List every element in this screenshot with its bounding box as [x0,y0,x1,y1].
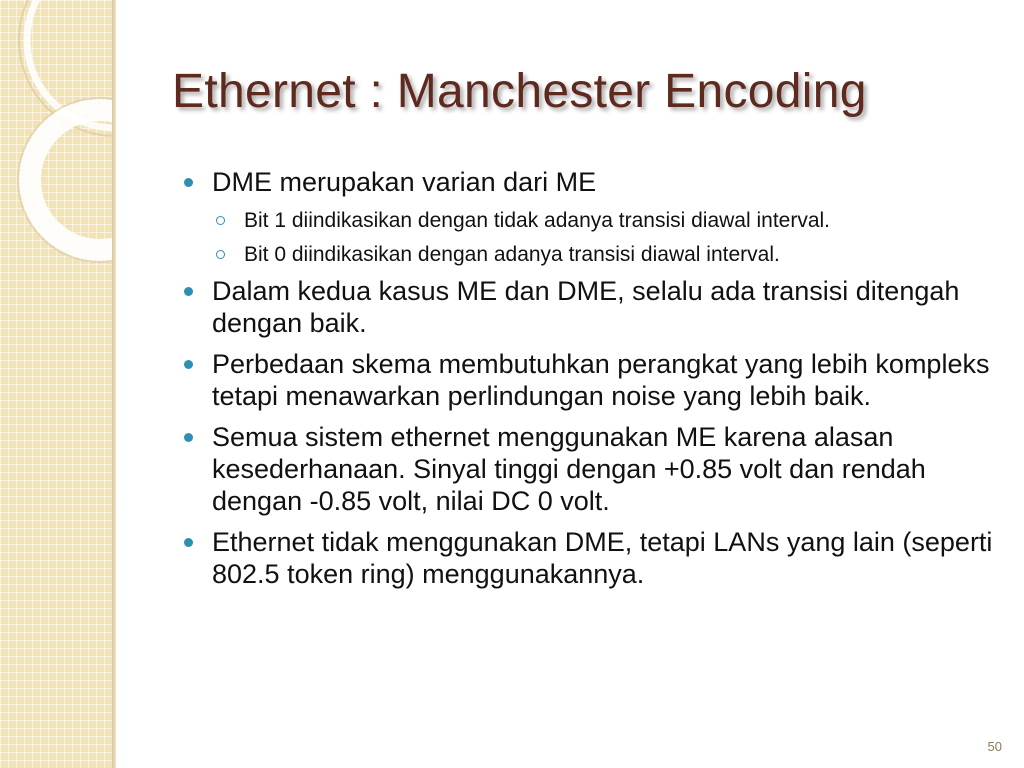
page-number: 50 [987,739,1002,754]
side-panel-edge [112,0,116,768]
bullet-text: Dalam kedua kasus ME dan DME, selalu ada transisi ditengah dengan baik. [212,276,960,338]
sub-bullet-text: Bit 0 diindikasikan dengan adanya transisi diawal interval. [244,243,780,266]
bullet-text: Semua sistem ethernet menggunakan ME karena alasan kesederhanaan. Sinyal tinggi dengan +0.85 volt dan rendah dengan -0.85 volt, nilai DC 0 volt. [212,422,926,516]
bullet-marker [184,287,193,296]
sub-bullet-item [208,207,998,234]
sub-bullet-marker [216,216,225,225]
slide-title: Ethernet : Manchester Encoding [172,65,867,118]
bullet-item [178,275,998,339]
bullet-marker [184,360,193,369]
decorative-side-panel [0,0,112,768]
bullet-item [178,421,998,517]
bullet-marker [184,433,193,442]
bullet-list [178,166,998,599]
decorative-circles [0,0,112,768]
bullet-marker [184,178,193,187]
bullet-text: Ethernet tidak menggunakan DME, tetapi LANs yang lain (seperti 802.5 token ring) menggunakannya. [212,527,993,589]
bullet-text: DME merupakan varian dari ME [212,167,597,197]
sub-bullet-text: Bit 1 diindikasikan dengan tidak adanya transisi diawal interval. [244,209,831,232]
bullet-item [178,166,998,198]
bullet-item [178,526,998,590]
bullet-marker [184,538,193,547]
sub-bullet-item [208,241,998,268]
bullet-item [178,348,998,412]
sub-bullet-marker [216,250,225,259]
bullet-text: Perbedaan skema membutuhkan perangkat yang lebih kompleks tetapi menawarkan perlindungan noise yang lebih baik. [212,349,990,411]
